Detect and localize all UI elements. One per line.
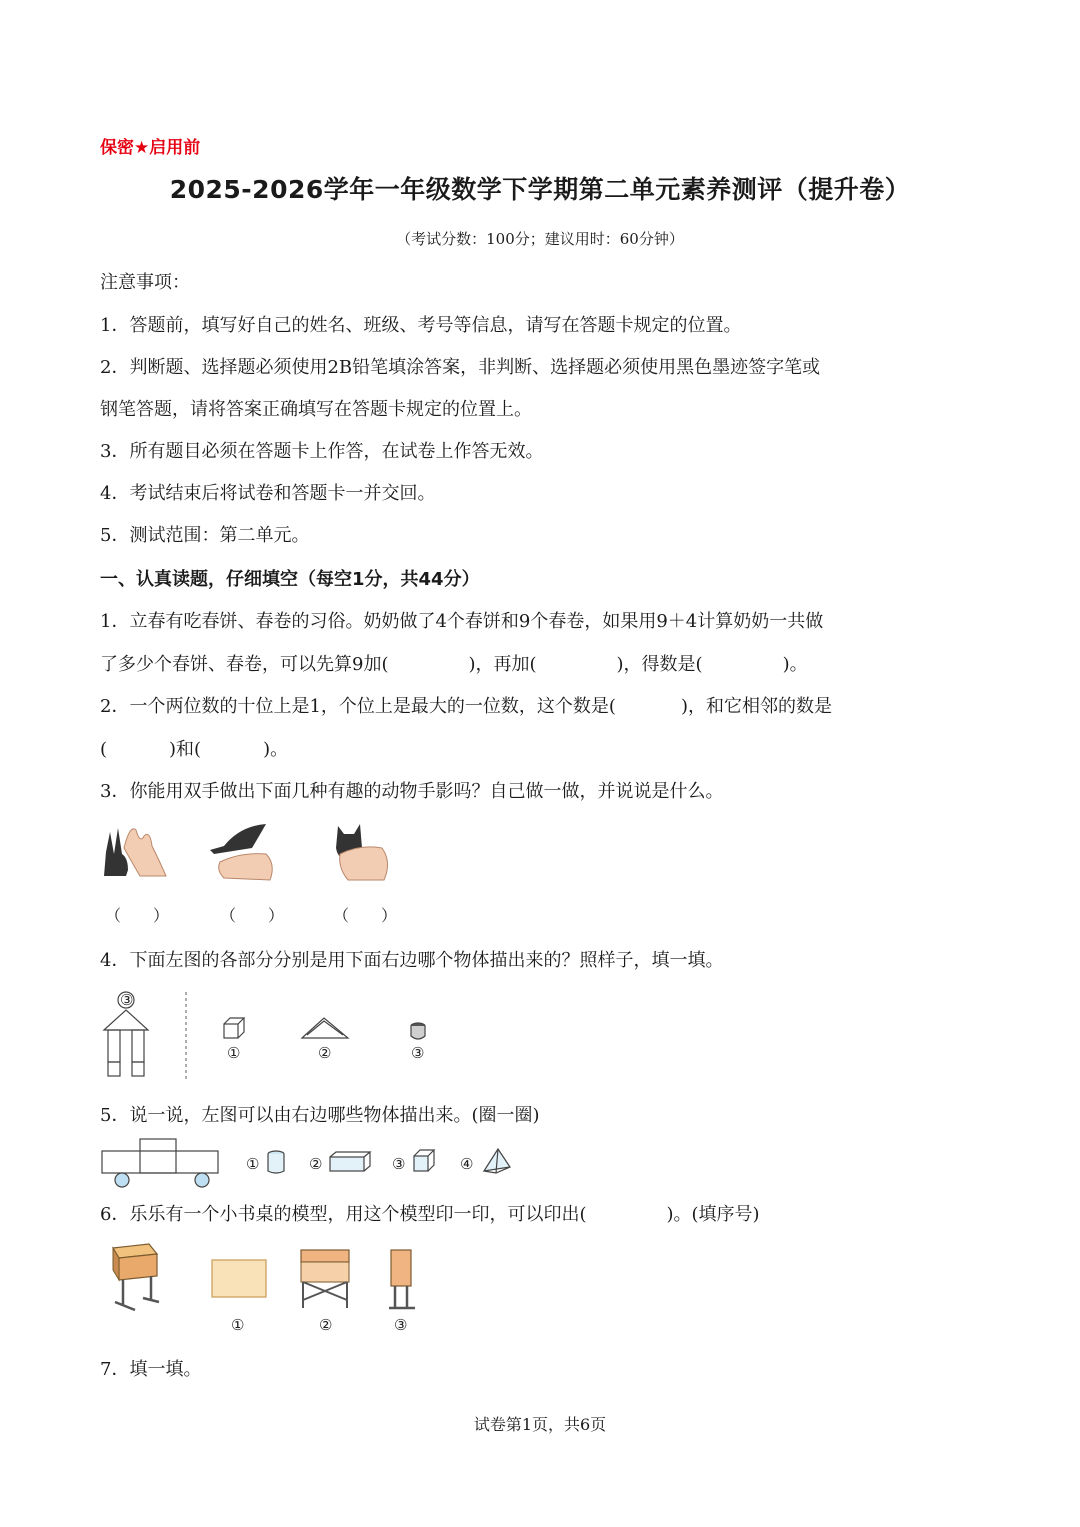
option-3-side-view bbox=[389, 1250, 415, 1308]
confidential-label: 保密★启用前 bbox=[100, 138, 201, 158]
rect-shape bbox=[102, 1151, 218, 1173]
cube-icon bbox=[414, 1150, 434, 1171]
question-1-text: 1．立春有吃春饼、春卷的习俗。奶奶做了4个春饼和9个春卷，如果用9＋4计算奶奶一共做 bbox=[100, 611, 824, 632]
question-6-text bbox=[100, 1200, 760, 1226]
label: ③ bbox=[392, 1155, 406, 1173]
label: ④ bbox=[460, 1155, 474, 1173]
label: ① bbox=[231, 1316, 245, 1334]
notes-heading: 注意事项： bbox=[100, 272, 190, 293]
triangle-shape bbox=[104, 1010, 148, 1030]
desk-model-image bbox=[113, 1244, 159, 1310]
note-item: 3．所有题目必须在答题卡上作答，在试卷上作答无效。 bbox=[100, 441, 544, 462]
note-item: 5．测试范围：第二单元。 bbox=[100, 525, 310, 546]
note-item: 4．考试结束后将试卷和答题卡一并交回。 bbox=[100, 483, 436, 504]
label: ③ bbox=[411, 1044, 425, 1062]
q2-text-d: )和( bbox=[169, 739, 202, 760]
label: ① bbox=[227, 1044, 241, 1062]
label: ① bbox=[246, 1155, 260, 1173]
cube-icon bbox=[224, 1018, 244, 1038]
circle-shape bbox=[115, 1173, 129, 1187]
question-2-text bbox=[100, 692, 832, 718]
page-title: 2025-2026学年一年级数学下学期第二单元素养测评（提升卷） bbox=[169, 175, 911, 204]
section-heading: 一、认真读题，仔细填空（每空1分，共44分） bbox=[100, 569, 480, 590]
q2-text-b: )，和它相邻的数是 bbox=[680, 696, 832, 717]
q6-figure bbox=[105, 1240, 445, 1340]
label: ② bbox=[319, 1316, 333, 1334]
q1-text-a: 了多少个春饼、春卷，可以先算9加( bbox=[100, 654, 389, 675]
question-4-text: 4．下面左图的各部分分别是用下面右边哪个物体描出来的？照样子，填一填。 bbox=[100, 950, 724, 971]
q2-text-e: )。 bbox=[263, 739, 289, 760]
note-item: 钢笔答题，请将答案正确填写在答题卡规定的位置上。 bbox=[100, 399, 532, 420]
rabbit-shadow-image bbox=[104, 828, 166, 876]
q2-text-c: ( bbox=[100, 739, 108, 760]
bird-shadow-image bbox=[210, 824, 272, 880]
q1-text-c: )，得数是( bbox=[616, 654, 703, 675]
question-7-text: 7．填一填。 bbox=[100, 1359, 202, 1380]
answer-blank: （ ） bbox=[105, 906, 170, 925]
q1-text-d: )。 bbox=[782, 654, 808, 675]
q6-text-b: )。(填序号) bbox=[666, 1204, 760, 1225]
q5-figure bbox=[100, 1135, 520, 1190]
answer-blank: （ ） bbox=[220, 906, 285, 925]
answer-blank: （ ） bbox=[333, 906, 398, 925]
option-1-rectangle bbox=[212, 1260, 266, 1297]
label: ② bbox=[309, 1155, 323, 1173]
cat-shadow-image bbox=[336, 824, 388, 880]
q2-text-a: 2．一个两位数的十位上是1，个位上是最大的一位数，这个数是( bbox=[100, 696, 616, 717]
q6-text-a: 6．乐乐有一个小书桌的模型，用这个模型印一印，可以印出( bbox=[100, 1204, 587, 1225]
q4-example-mark: ③ bbox=[120, 991, 134, 1009]
q4-figure bbox=[100, 988, 440, 1083]
cylinder-icon bbox=[268, 1151, 284, 1173]
hand-shadow-images bbox=[100, 818, 400, 890]
question-1-blanks bbox=[100, 650, 808, 676]
note-item: 1．答题前，填写好自己的姓名、班级、考号等信息，请写在答题卡规定的位置。 bbox=[100, 315, 742, 336]
triangular-prism-icon bbox=[302, 1018, 348, 1038]
label: ② bbox=[318, 1044, 332, 1062]
cuboid-icon bbox=[330, 1152, 370, 1171]
option-2-front-view bbox=[301, 1250, 349, 1308]
exam-subtitle: （考试分数：100分；建议用时：60分钟） bbox=[396, 230, 684, 248]
cylinder-icon bbox=[411, 1023, 425, 1039]
note-item: 2．判断题、选择题必须使用2B铅笔填涂答案，非判断、选择题必须使用黑色墨迹签字笔或 bbox=[100, 357, 821, 378]
question-3-text: 3．你能用双手做出下面几种有趣的动物手影吗？自己做一做，并说说是什么。 bbox=[100, 781, 724, 802]
question-5-text: 5．说一说，左图可以由右边哪些物体描出来。(圈一圈) bbox=[100, 1105, 540, 1126]
page-footer: 试卷第1页，共6页 bbox=[473, 1415, 607, 1434]
pyramid-icon bbox=[484, 1149, 510, 1173]
question-2-blanks bbox=[100, 735, 288, 761]
label: ③ bbox=[394, 1316, 408, 1334]
q1-text-b: )，再加( bbox=[468, 654, 537, 675]
rect-shape bbox=[108, 1030, 120, 1062]
